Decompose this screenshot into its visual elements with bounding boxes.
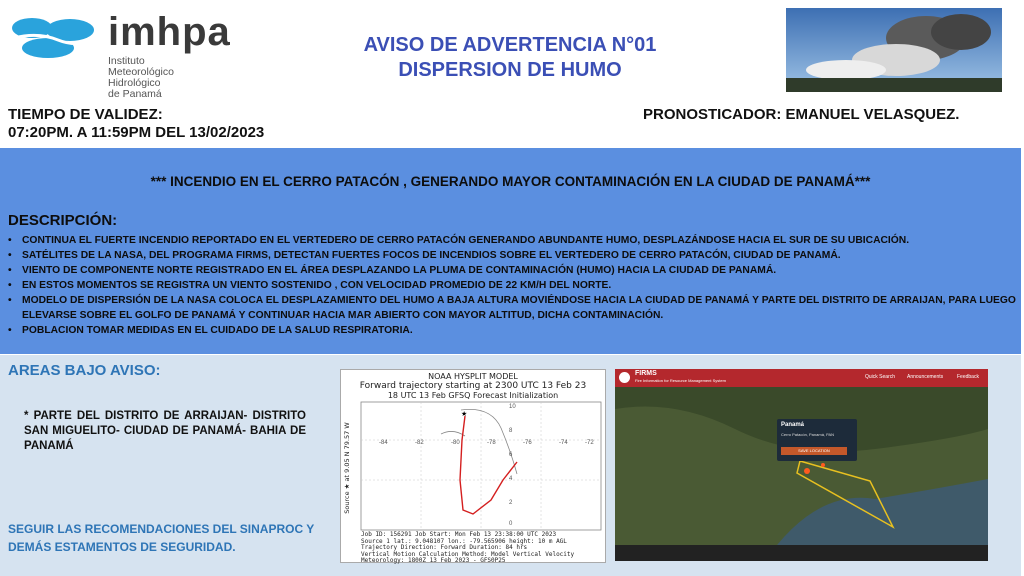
popup-title: Panamá <box>781 422 805 428</box>
logo-subtitle-line: Meteorológico <box>108 66 174 78</box>
description-list <box>8 233 1016 338</box>
firms-fire-map <box>615 369 988 561</box>
location-popup <box>777 419 857 461</box>
recommendation-text: SEGUIR LAS RECOMENDACIONES DEL SINAPROC Y DEMÁS ESTAMENTOS DE SEGURIDAD. <box>8 522 315 554</box>
hysplit-title: NOAA HYSPLIT MODEL <box>428 372 518 381</box>
hysplit-subtitle: Forward trajectory starting at 2300 UTC 13 Feb 23 <box>359 381 587 391</box>
firms-subtitle: Fire Information for Resource Management System <box>635 378 726 383</box>
logo-name: imhpa <box>108 10 231 54</box>
lon-tick: -74 <box>559 440 568 446</box>
firms-toolbar <box>615 545 988 561</box>
imhpa-logo <box>8 10 258 100</box>
hysplit-trajectory-map <box>340 369 606 563</box>
description-bullet: • CONTINUA EL FUERTE INCENDIO REPORTADO EN EL VERTEDERO DE CERRO PATACÓN GENERANDO ABUNDANTE HUMO, DESPLAZÁNDOSE HACIA EL SUR DE SU UBICACIÓN. <box>8 233 1016 248</box>
lon-tick: -84 <box>379 440 388 446</box>
description-bullet: • POBLACION TOMAR MEDIDAS EN EL CUIDADO DE LA SALUD RESPIRATORIA. <box>8 323 1016 338</box>
hysplit-metadata: Job ID: 156291 Job Start: Mon Feb 13 23:38:00 UTC 2023 Source 1 lat.: 9.048107 lon.: -79.565906 height: 10 m AGL Trajectory Direction: Forward Duration: 84 hrs Vertical Motion Calculation Method: Model Vertical Velocity Meteorology: 1800Z 13 Feb 2023 - GFS0P25 <box>361 531 575 564</box>
forecaster: PRONOSTICADOR: EMANUEL VELASQUEZ. <box>643 106 960 123</box>
description-bullet: • VIENTO DE COMPONENTE NORTE REGISTRADO EN EL ÁREA DESPLAZANDO LA PLUMA DE CONTAMINACIÓN (HUMO) HACIA LA CIUDAD DE PANAMÁ. <box>8 263 1016 278</box>
lon-tick: -72 <box>585 440 594 446</box>
lon-tick: -78 <box>487 440 496 446</box>
lon-tick: -76 <box>523 440 532 446</box>
page-title: AVISO DE ADVERTENCIA N°01 <box>363 34 657 56</box>
quick-search-link[interactable]: Quick Search <box>865 374 896 380</box>
logo-subtitle-line: Instituto <box>108 55 145 67</box>
alert-headline: *** INCENDIO EN EL CERRO PATACÓN , GENERANDO MAYOR CONTAMINACIÓN EN LA CIUDAD DE PANAMÁ*** <box>150 174 871 189</box>
save-location-button[interactable]: SAVE LOCATION <box>781 447 847 455</box>
lat-tick: 10 <box>509 404 516 410</box>
description-title: DESCRIPCIÓN: <box>8 212 118 229</box>
validity-label: TIEMPO DE VALIDEZ: <box>8 106 163 123</box>
announcements-link[interactable]: Announcements <box>907 374 944 380</box>
nasa-logo-icon <box>619 372 630 383</box>
lat-tick: 8 <box>509 428 513 434</box>
page-subtitle: DISPERSION DE HUMO <box>398 59 622 81</box>
lat-tick: 2 <box>509 500 513 506</box>
logo-subtitle-line: Hidrológico <box>108 77 161 89</box>
lat-tick: 4 <box>509 476 513 482</box>
logo-mark-icon <box>8 14 100 62</box>
svg-text:★: ★ <box>461 411 468 418</box>
firms-title: FIRMS <box>635 370 657 377</box>
feedback-link[interactable]: Feedback <box>957 374 979 380</box>
areas-title: AREAS BAJO AVISO: <box>8 362 161 379</box>
description-bullet: • SATÉLITES DE LA NASA, DEL PROGRAMA FIRMS, DETECTAN FUERTES FOCOS DE INCENDIOS SOBRE EL VERTEDERO DE CERRO PATACÓN, CIUDAD DE PANAMÁ. <box>8 248 1016 263</box>
lat-tick: 6 <box>509 452 513 458</box>
popup-text: Cerro Patacón, Panamá, PAN <box>781 432 835 437</box>
hysplit-init: 18 UTC 13 Feb GFSQ Forecast Initialization <box>387 391 559 400</box>
lon-tick: -82 <box>415 440 424 446</box>
areas-text: * PARTE DEL DISTRITO DE ARRAIJAN- DISTRITO SAN MIGUELITO- CIUDAD DE PANAMÁ- BAHIA DE PANAMÁ <box>24 410 306 452</box>
description-bullet: • EN ESTOS MOMENTOS SE REGISTRA UN VIENTO SOSTENIDO , CON VELOCIDAD PROMEDIO DE 22 KM/H DEL NORTE. <box>8 278 1016 293</box>
lat-tick: 0 <box>509 521 513 527</box>
smoke-photo <box>786 8 1002 92</box>
description-bullet: • MODELO DE DISPERSIÓN DE LA NASA COLOCA EL DESPLAZAMIENTO DEL HUMO A BAJA ALTURA MOVIÉNDOSE HACIA LA CIUDAD DE PANAMÁ Y PARTE DEL DISTRITO DE ARRAIJAN, PARA LUEGO ELEVARSE SOBRE EL GOLFO DE PANAMÁ Y CONTINUAR HACIA MAR ABIERTO CON MAYOR ALTITUD, DICHA CONTAMINACIÓN. <box>8 293 1016 323</box>
logo-subtitle-line: de Panamá <box>108 88 162 100</box>
lon-tick: -80 <box>451 440 460 446</box>
validity-value: 07:20PM. A 11:59PM DEL 13/02/2023 <box>8 124 265 141</box>
hysplit-side-label: Source ★ at 9.05 N 79.57 W <box>343 422 351 514</box>
firms-header-bar <box>615 369 988 387</box>
